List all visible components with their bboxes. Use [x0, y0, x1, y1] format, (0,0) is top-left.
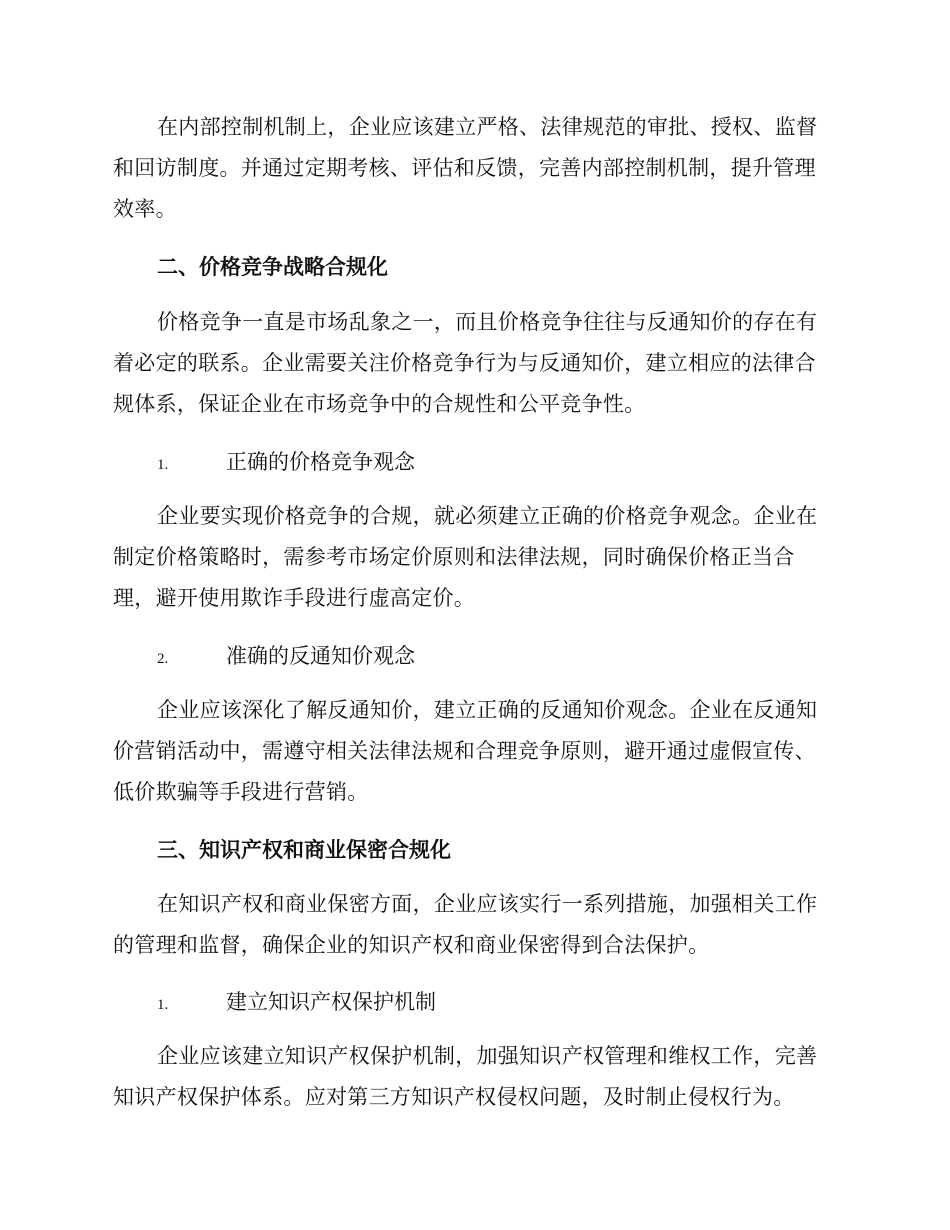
paragraph-internal-control [113, 107, 833, 230]
paragraph-text: 企业要实现价格竞争的合规，就必须建立正确的价格竞争观念。企业在制定价格策略时，需参考市场定价原则和法律法规，同时确保价格正当合理，避开使用欺诈手段进行虚高定价。 [113, 504, 818, 610]
paragraph-text: 在内部控制机制上，企业应该建立严格、法律规范的审批、授权、监督和回访制度。并通过定期考核、评估和反馈，完善内部控制机制，提升管理效率。 [113, 115, 818, 221]
list-item-label: 准确的反通知价观念 [226, 644, 415, 668]
paragraph-ip-mechanism [113, 1036, 833, 1118]
section-heading-ip-confidentiality: 三、知识产权和商业保密合规化 [157, 837, 451, 862]
list-item-ip-mechanism [157, 987, 436, 1020]
list-item-label: 正确的价格竞争观念 [226, 450, 415, 474]
paragraph-text: 价格竞争一直是市场乱象之一，而且价格竞争往往与反通知价的存在有着必定的联系。企业需要关注价格竞争行为与反通知价，建立相应的法律合规体系，保证企业在市场竞争中的合规性和公平竞争性。 [113, 310, 818, 416]
list-number: 2. [157, 651, 169, 667]
list-item-reverse-pricing-concept [157, 641, 415, 674]
paragraph-price-competition-intro [113, 302, 833, 425]
list-number: 1. [157, 997, 169, 1013]
list-item-price-concept [157, 447, 415, 480]
paragraph-text: 企业应该深化了解反通知价，建立正确的反通知价观念。企业在反通知价营销活动中，需遵守相关法律法规和合理竞争原则，避开通过虚假宣传、低价欺骗等手段进行营销。 [113, 698, 818, 804]
paragraph-ip-intro [113, 884, 833, 966]
paragraph-text: 在知识产权和商业保密方面，企业应该实行一系列措施，加强相关工作的管理和监督，确保企业的知识产权和商业保密得到合法保护。 [113, 892, 818, 957]
paragraph-reverse-pricing [113, 690, 833, 813]
paragraph-text: 企业应该建立知识产权保护机制，加强知识产权管理和维权工作，完善知识产权保护体系。应对第三方知识产权侵权问题，及时制止侵权行为。 [113, 1044, 818, 1109]
paragraph-price-concept [113, 496, 833, 619]
list-number: 1. [157, 457, 169, 473]
list-item-label: 建立知识产权保护机制 [226, 990, 436, 1014]
section-heading-price-competition: 二、价格竞争战略合规化 [157, 254, 388, 279]
